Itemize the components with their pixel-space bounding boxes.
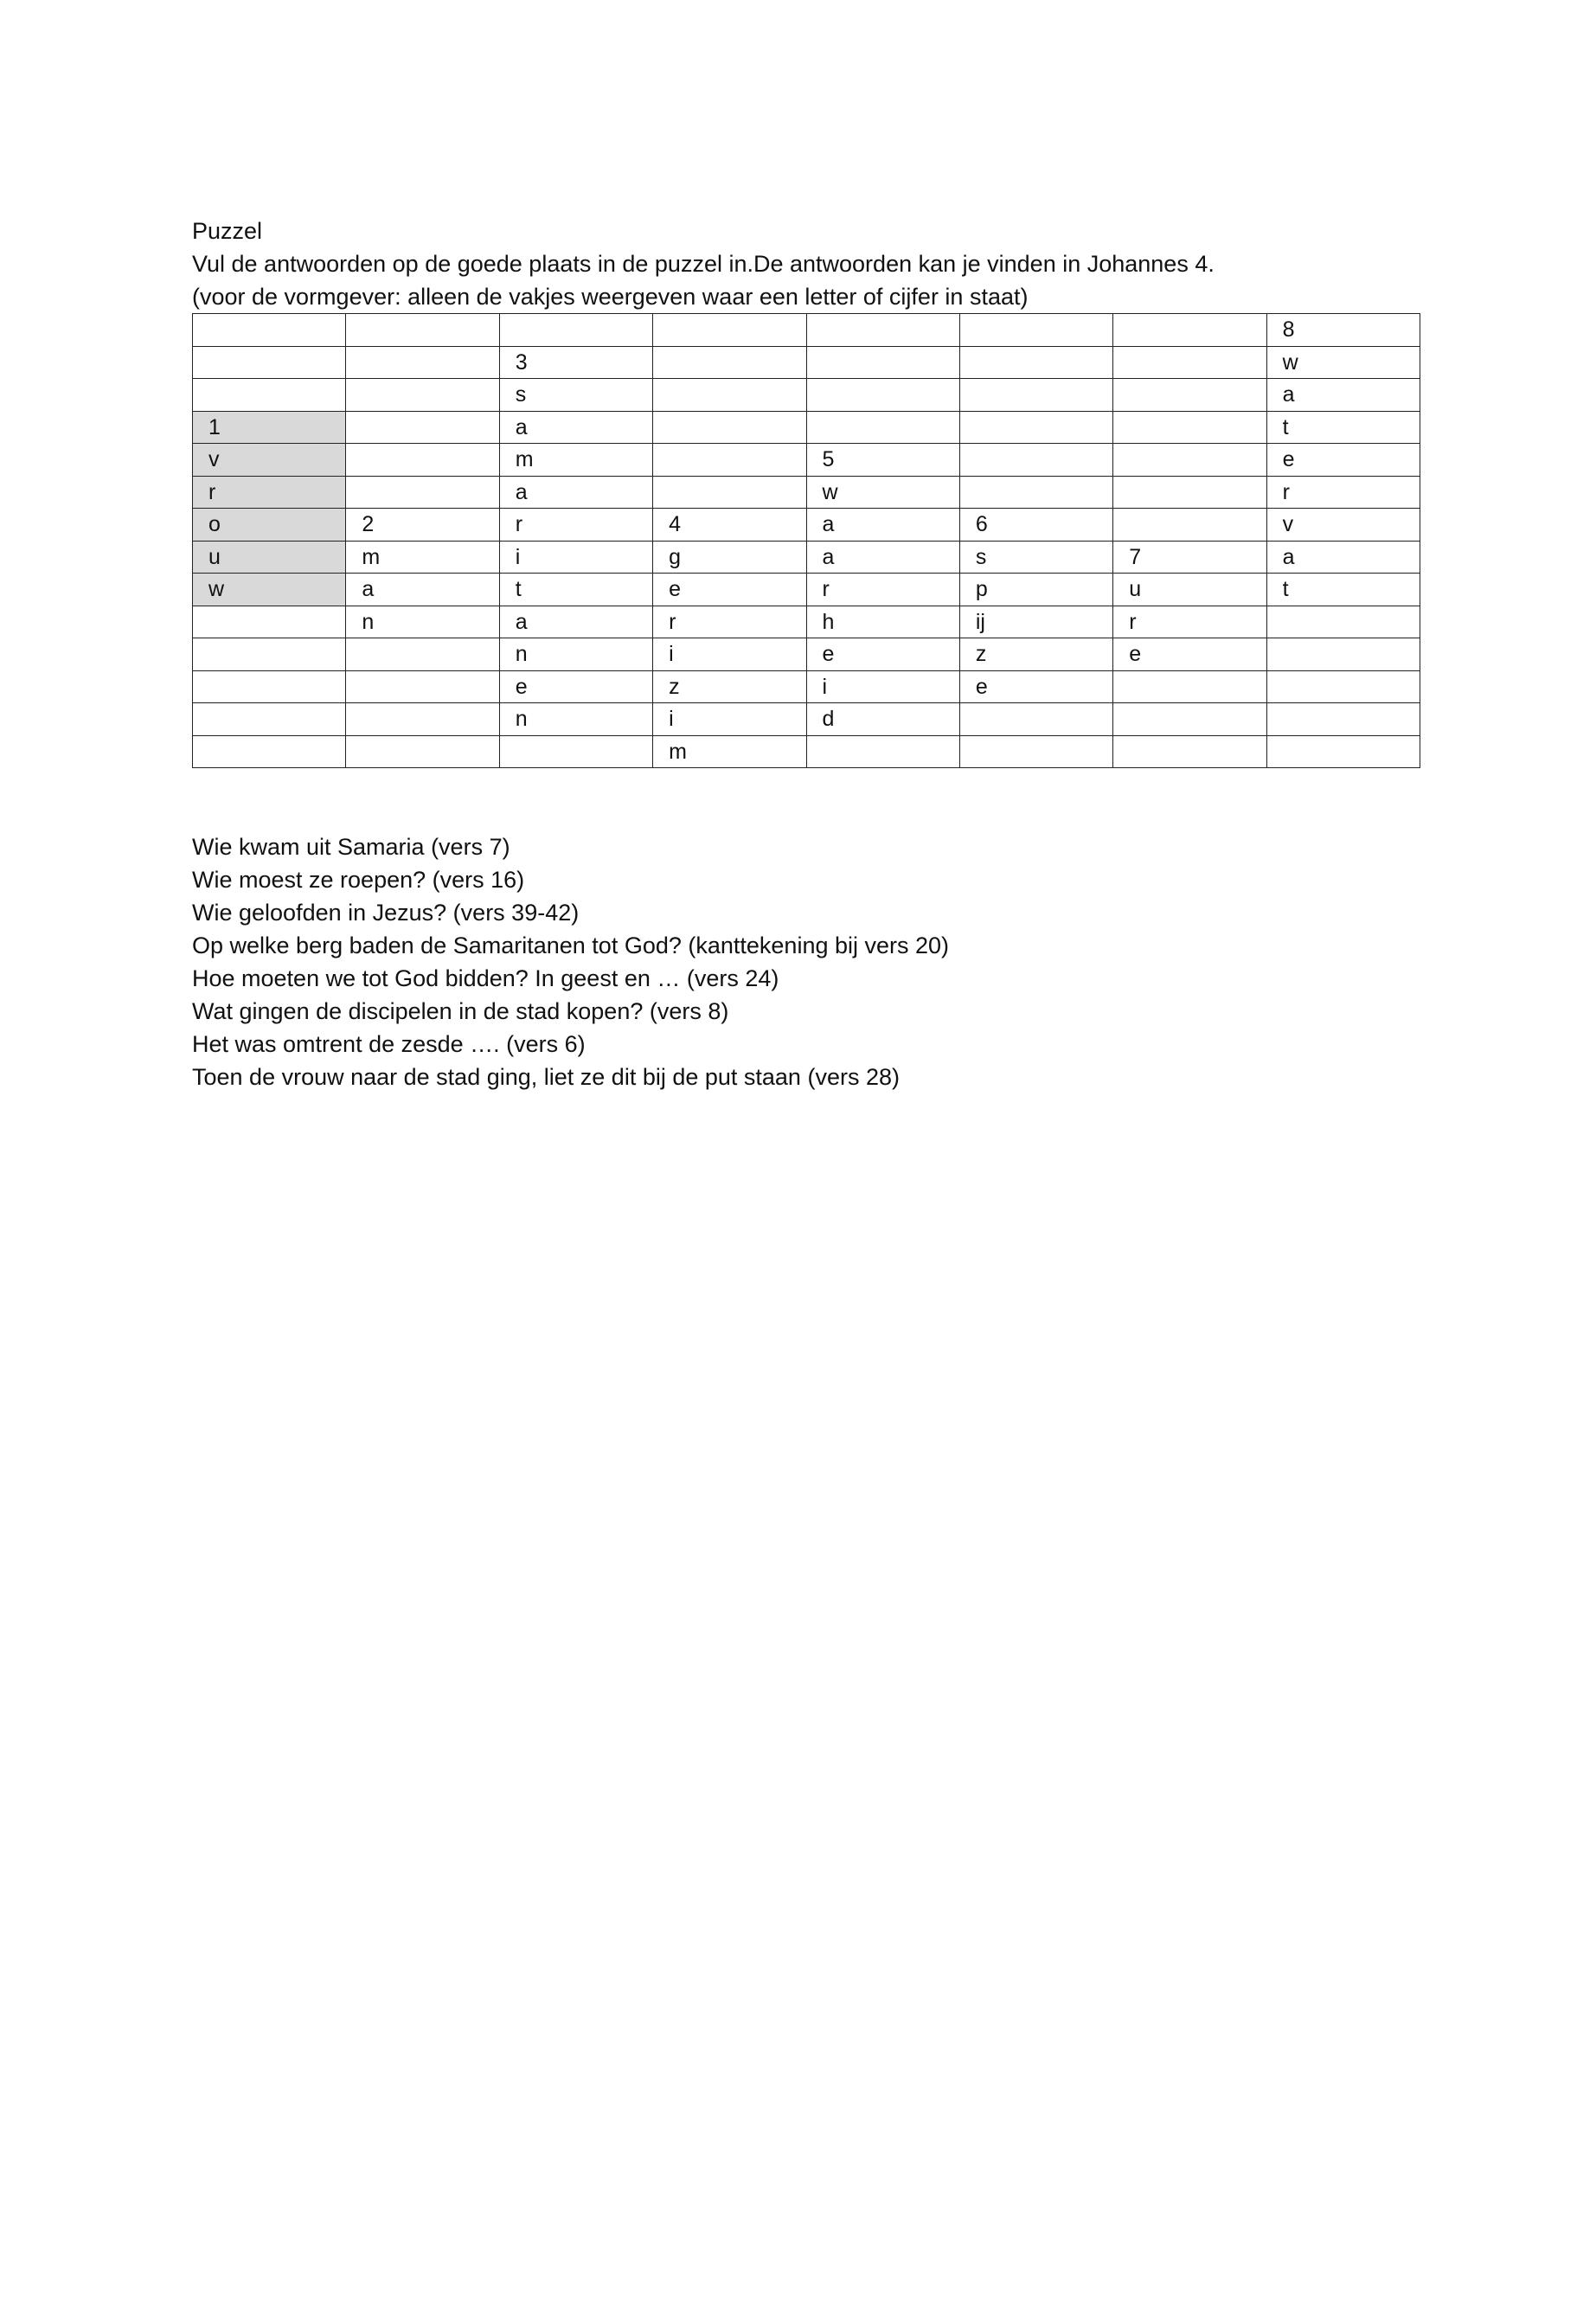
grid-cell: r bbox=[193, 476, 346, 509]
grid-cell bbox=[653, 444, 806, 477]
grid-cell bbox=[346, 346, 499, 379]
grid-cell bbox=[959, 735, 1112, 768]
grid-cell: a bbox=[806, 541, 959, 574]
grid-cell bbox=[1266, 670, 1420, 703]
grid-cell: n bbox=[499, 703, 652, 736]
grid-cell: r bbox=[653, 606, 806, 638]
grid-cell: z bbox=[653, 670, 806, 703]
grid-cell bbox=[193, 638, 346, 671]
grid-cell: z bbox=[959, 638, 1112, 671]
grid-cell: e bbox=[806, 638, 959, 671]
grid-cell: a bbox=[499, 606, 652, 638]
grid-cell: i bbox=[806, 670, 959, 703]
grid-cell: 4 bbox=[653, 509, 806, 542]
grid-cell bbox=[346, 638, 499, 671]
grid-cell bbox=[806, 411, 959, 444]
grid-cell: s bbox=[959, 541, 1112, 574]
grid-row bbox=[193, 670, 1420, 703]
grid-cell: v bbox=[1266, 509, 1420, 542]
grid-cell: r bbox=[499, 509, 652, 542]
grid-cell bbox=[1113, 346, 1266, 379]
grid-row bbox=[193, 703, 1420, 736]
grid-cell bbox=[193, 379, 346, 412]
grid-cell: m bbox=[346, 541, 499, 574]
grid-cell: 8 bbox=[1266, 314, 1420, 347]
grid-cell: n bbox=[346, 606, 499, 638]
grid-cell: o bbox=[193, 509, 346, 542]
grid-cell bbox=[1113, 735, 1266, 768]
grid-row bbox=[193, 476, 1420, 509]
grid-cell bbox=[806, 735, 959, 768]
grid-cell bbox=[346, 670, 499, 703]
designer-note: (voor de vormgever: alleen de vakjes weergeven waar een letter of cijfer in staat) bbox=[192, 284, 1029, 310]
grid-cell: 3 bbox=[499, 346, 652, 379]
grid-cell bbox=[499, 314, 652, 347]
question-item: Wat gingen de discipelen in de stad kopen? (vers 8) bbox=[192, 998, 729, 1024]
grid-cell: t bbox=[499, 574, 652, 606]
grid-cell: r bbox=[1266, 476, 1420, 509]
grid-cell bbox=[959, 411, 1112, 444]
grid-cell bbox=[499, 735, 652, 768]
grid-cell bbox=[193, 735, 346, 768]
grid-cell: 1 bbox=[193, 411, 346, 444]
question-list bbox=[192, 830, 949, 1093]
grid-cell bbox=[806, 379, 959, 412]
grid-cell bbox=[959, 346, 1112, 379]
grid-cell: t bbox=[1266, 411, 1420, 444]
grid-row bbox=[193, 346, 1420, 379]
grid-cell bbox=[1266, 735, 1420, 768]
grid-cell: m bbox=[499, 444, 652, 477]
grid-cell: u bbox=[1113, 574, 1266, 606]
question-item: Op welke berg baden de Samaritanen tot God? (kanttekening bij vers 20) bbox=[192, 933, 950, 958]
grid-row bbox=[193, 541, 1420, 574]
grid-cell bbox=[346, 703, 499, 736]
grid-cell bbox=[193, 703, 346, 736]
grid-cell: w bbox=[193, 574, 346, 606]
grid-cell bbox=[959, 379, 1112, 412]
grid-cell bbox=[959, 314, 1112, 347]
grid-cell: d bbox=[806, 703, 959, 736]
grid-row bbox=[193, 574, 1420, 606]
grid-cell bbox=[653, 314, 806, 347]
grid-cell bbox=[193, 346, 346, 379]
grid-cell: s bbox=[499, 379, 652, 412]
grid-cell: e bbox=[959, 670, 1112, 703]
grid-cell: v bbox=[193, 444, 346, 477]
grid-cell bbox=[346, 444, 499, 477]
grid-cell: a bbox=[499, 411, 652, 444]
grid-cell: e bbox=[1266, 444, 1420, 477]
grid-cell bbox=[653, 411, 806, 444]
grid-cell: 7 bbox=[1113, 541, 1266, 574]
grid-cell: g bbox=[653, 541, 806, 574]
grid-row bbox=[193, 509, 1420, 542]
grid-cell bbox=[1113, 314, 1266, 347]
page-title: Puzzel bbox=[192, 218, 263, 244]
grid-cell: i bbox=[653, 638, 806, 671]
question-item: Het was omtrent de zesde …. (vers 6) bbox=[192, 1031, 586, 1057]
grid-cell bbox=[1266, 703, 1420, 736]
grid-cell: 6 bbox=[959, 509, 1112, 542]
grid-cell: a bbox=[1266, 541, 1420, 574]
instruction-text: Vul de antwoorden op de goede plaats in de puzzel in.De antwoorden kan je vinden in Johannes 4. bbox=[192, 251, 1215, 277]
grid-cell bbox=[1113, 411, 1266, 444]
grid-cell bbox=[653, 379, 806, 412]
grid-row bbox=[193, 638, 1420, 671]
question-item: Hoe moeten we tot God bidden? In geest en … (vers 24) bbox=[192, 965, 779, 991]
grid-cell: 2 bbox=[346, 509, 499, 542]
grid-cell: t bbox=[1266, 574, 1420, 606]
question-item: Wie kwam uit Samaria (vers 7) bbox=[192, 834, 510, 860]
grid-cell: e bbox=[653, 574, 806, 606]
grid-cell: m bbox=[653, 735, 806, 768]
grid-cell bbox=[346, 476, 499, 509]
question-item: Wie geloofden in Jezus? (vers 39-42) bbox=[192, 900, 580, 926]
crossword-grid bbox=[192, 313, 1420, 768]
grid-cell bbox=[346, 411, 499, 444]
grid-cell: i bbox=[499, 541, 652, 574]
grid-cell bbox=[1113, 703, 1266, 736]
grid-cell bbox=[1113, 476, 1266, 509]
grid-cell: e bbox=[499, 670, 652, 703]
grid-cell bbox=[1113, 670, 1266, 703]
grid-cell bbox=[1113, 379, 1266, 412]
grid-row bbox=[193, 735, 1420, 768]
grid-cell: a bbox=[346, 574, 499, 606]
grid-cell: w bbox=[806, 476, 959, 509]
grid-cell: w bbox=[1266, 346, 1420, 379]
grid-cell: e bbox=[1113, 638, 1266, 671]
grid-cell bbox=[959, 444, 1112, 477]
grid-cell: a bbox=[806, 509, 959, 542]
grid-cell bbox=[346, 379, 499, 412]
grid-cell: r bbox=[1113, 606, 1266, 638]
grid-cell bbox=[806, 314, 959, 347]
grid-cell bbox=[1266, 606, 1420, 638]
grid-cell: p bbox=[959, 574, 1112, 606]
grid-cell: ij bbox=[959, 606, 1112, 638]
crossword-grid-body bbox=[193, 314, 1420, 768]
grid-cell: 5 bbox=[806, 444, 959, 477]
grid-row bbox=[193, 411, 1420, 444]
grid-cell bbox=[193, 314, 346, 347]
grid-cell: h bbox=[806, 606, 959, 638]
grid-row bbox=[193, 314, 1420, 347]
grid-row bbox=[193, 606, 1420, 638]
grid-cell bbox=[193, 606, 346, 638]
grid-cell: r bbox=[806, 574, 959, 606]
grid-cell bbox=[346, 314, 499, 347]
question-item: Wie moest ze roepen? (vers 16) bbox=[192, 867, 525, 893]
grid-cell bbox=[346, 735, 499, 768]
grid-cell: u bbox=[193, 541, 346, 574]
grid-row bbox=[193, 444, 1420, 477]
grid-cell bbox=[193, 670, 346, 703]
grid-cell bbox=[1113, 509, 1266, 542]
grid-cell bbox=[653, 476, 806, 509]
grid-cell bbox=[1266, 638, 1420, 671]
grid-cell bbox=[1113, 444, 1266, 477]
grid-cell: n bbox=[499, 638, 652, 671]
question-item: Toen de vrouw naar de stad ging, liet ze dit bij de put staan (vers 28) bbox=[192, 1064, 900, 1090]
grid-cell: i bbox=[653, 703, 806, 736]
grid-cell bbox=[959, 703, 1112, 736]
grid-row bbox=[193, 379, 1420, 412]
grid-cell bbox=[959, 476, 1112, 509]
grid-cell: a bbox=[499, 476, 652, 509]
grid-cell bbox=[806, 346, 959, 379]
grid-cell: a bbox=[1266, 379, 1420, 412]
grid-cell bbox=[653, 346, 806, 379]
